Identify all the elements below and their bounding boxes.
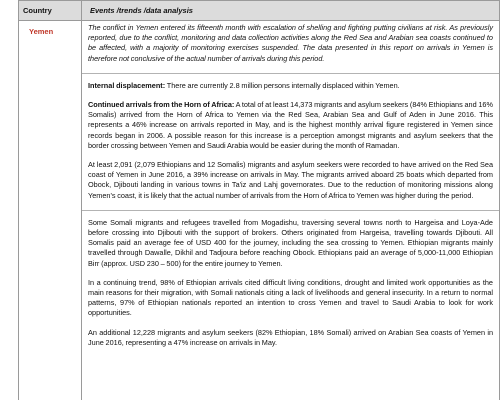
red-sea-paragraph: At least 2,091 (2,079 Ethiopians and 12 Somalis) migrants and asylum seekers were recorded to have arrived on the Red Sea coast of Yemen in June 2016, a 39% increase on arrivals in May. The migrants arrived aboard 25 boats which departed from Obock, Djibouti landing in various towns in Ta'iz and Lahj governorates. Due to the reduction of monitoring missions along Yemen's coast, it is likely that the actual number of arrivals from the Horn of Africa to Yemen was higher during the period.: [88, 160, 493, 200]
section-divider: [82, 210, 499, 211]
arrivals-text: A total of at least 14,373 migrants and asylum seekers (84% Ethiopians and 16% Somalis) arrived from the Horn of Africa to Yemen via the Red Sea, Arabian Sea and Gulf of Aden in June 2016. This represents a 46% increase on arrivals reported in May, and is the highest monthly arrival figure registered in Yemen since records began in 2006. A possible reason for this increase is a perception amongst migrants and asylum seekers that the border crossing between Yemen and Saudi Arabia would be easier during the month of Ramadan.: [88, 100, 493, 150]
mixed-migration-table: [18, 0, 500, 400]
intro-paragraph: The conflict in Yemen entered its fifteenth month with escalation of shelling and fighting putting civilians at risk. As previously reported, due to the conflict, monitoring and data collection activities along the Red Sea and Arabian sea coasts continued to be affected, with a majority of monitoring exercises suspended. The data presented in this report on arrivals in Yemen is therefore not conclusive of the actual number of arrivals during this period.: [88, 23, 493, 63]
table-header-row: [19, 1, 500, 21]
table-row: [19, 21, 500, 400]
arrivals-paragraph: [88, 100, 493, 151]
internal-displacement-text: There are currently 2.8 million persons internally displaced within Yemen.: [165, 80, 400, 90]
arabian-sea-paragraph: An additional 12,228 migrants and asylum seekers (82% Ethiopian, 18% Somali) arrived on Arabian Sea coasts of Yemen in June 2016, representing a 47% increase on arrivals in May.: [88, 327, 493, 347]
arrivals-lead: Continued arrivals from the Horn of Africa:: [88, 100, 235, 110]
reasons-paragraph: In a continuing trend, 98% of Ethiopian arrivals cited difficult living conditions, drought and limited work opportunities as the main reasons for their migration, with Somali nationals citing a lack of livelihoods and general insecurity. In a return to normal patterns, 97% of Ethiopian nationals reported an intention to cross Yemen and travel to Saudi Arabia to look for work opportunities.: [88, 277, 493, 318]
internal-displacement-paragraph: [88, 81, 493, 91]
country-cell: Yemen: [19, 21, 82, 400]
events-column-header: Events /trends /data analysis: [82, 1, 500, 21]
internal-displacement-lead: Internal displacement:: [88, 80, 166, 90]
section-divider: [82, 73, 499, 74]
somali-route-paragraph: Some Somali migrants and refugees travelled from Mogadishu, traversing several towns north to Hargeisa and Loya-Ade before crossing into Djibouti with the support of brokers. Others originated from Hargeisa, travelling towards Djibouti. All Somalis paid an average fee of USD 400 for the journey, including the sea crossing to Yemen. Ethiopian migrants mainly travelled through Dawalle, Dikhil and Tadjoura before reaching Obock. Ethiopians paid an average of 5,000-11,000 Ethiopian Birr (approx. USD 230 – 500) for the entire journey to Yemen.: [88, 217, 493, 268]
country-column-header: Country: [19, 1, 82, 21]
events-cell: [82, 21, 500, 400]
